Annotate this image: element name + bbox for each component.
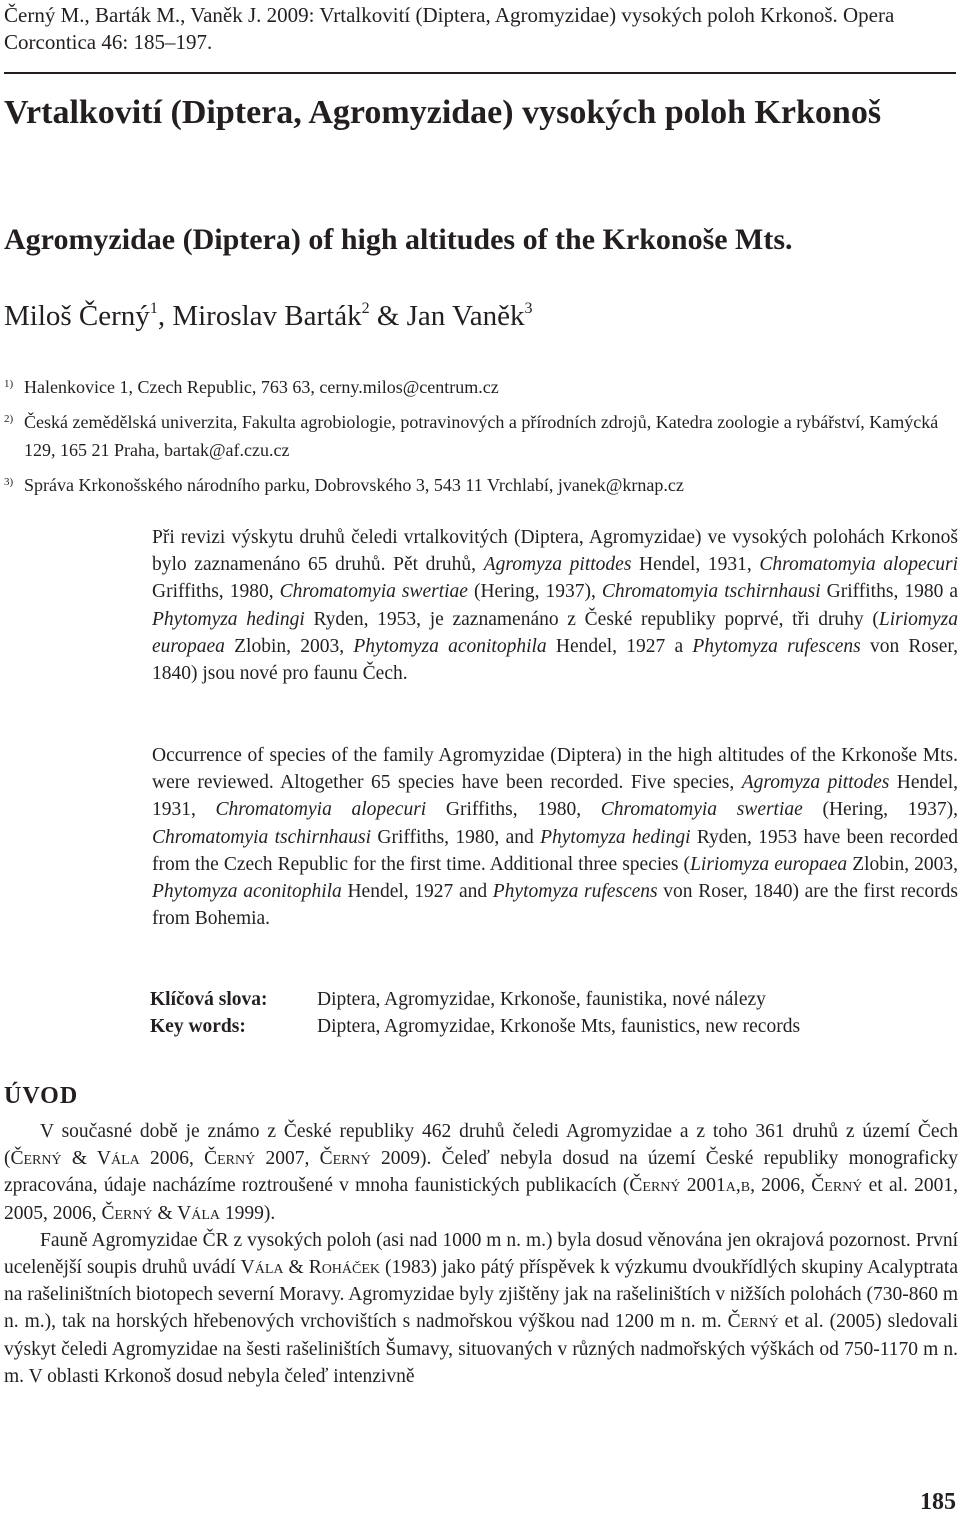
keywords-cz-label: Klíčová slova:: [150, 989, 268, 1010]
article-title-english: Agromyzidae (Diptera) of high altitudes of the Krkonoše Mts.: [4, 223, 793, 256]
citation-reference: Černý 2001a,b, 2006, Černý: [629, 1175, 863, 1197]
species-name: Agromyza pittodes: [483, 554, 632, 576]
citation-reference: Černý & Vála 2006, Černý 2007, Černý 2009: [10, 1148, 420, 1170]
affiliation-text: Správa Krkonošského národního parku, Dobrovského 3, 543 11 Vrchlabí, jvanek@krnap.cz: [24, 475, 684, 495]
affiliation-number: 2): [4, 413, 14, 425]
species-name: Agromyza pittodes: [741, 772, 890, 794]
affiliation-text: Halenkovice 1, Czech Republic, 763 63, cerny.milos@centrum.cz: [24, 377, 499, 397]
author-name: Miroslav Barták: [172, 300, 362, 332]
species-name: Chromatomyia swertiae: [600, 799, 803, 821]
species-name: Chromatomyia tschirnhausi: [152, 826, 372, 848]
keywords-cz-value: Diptera, Agromyzidae, Krkonoše, faunistika, nové nálezy: [317, 989, 766, 1010]
species-name: Liriomyza europaea: [690, 853, 848, 875]
affiliation: [4, 408, 954, 464]
page-number: 185: [920, 1489, 956, 1515]
citation-reference: Vála & Roháček (1983): [240, 1257, 438, 1279]
species-name: Phytomyza aconitophila: [353, 635, 547, 657]
species-name: Phytomyza hedingi: [540, 826, 691, 848]
author-separator: ,: [157, 300, 173, 332]
species-name: Phytomyza rufescens: [492, 881, 658, 903]
species-name: Chromatomyia tschirnhausi: [601, 581, 821, 603]
intro-paragraph: Fauně Agromyzidae ČR z vysokých poloh (asi nad 1000 m n. m.) byla dosud věnována jen okrajová pozornost. První ucelenější soupis druhů uvádí Vála & Roháček (1983) jako pátý příspěvek k výzkumu dvoukřídlých skupiny Acalyptrata na rašeliništních biotopech severní Moravy. Agromyzidae byly zjištěny jak na rašeliništích v nižších polohách (730-860 m n. m.), tak na horských hřebenových vrchovištích s nadmořskou výškou nad 1200 m n. m. Černý et al. (2005) sledovali výskyt čeledi Agromyzidae na šesti rašeliništích Šumavy, situovaných v různých nadmořských výškách od 750-1170 m n. m. V oblasti Krkonoš dosud nebyla čeleď intenzivně: [4, 1229, 958, 1387]
article-title: Vrtalkovití (Diptera, Agromyzidae) vysokých poloh Krkonoš: [4, 94, 882, 131]
abstract-english-text: Occurrence of species of the family Agromyzidae (Diptera) in the high altitudes of the Krkonoše Mts. were reviewed. Altogether 65 species have been recorded. Five species, Agromyza pittodes Hendel, 1931, Chromatomyia alopecuri Griffiths, 1980, Chromatomyia swertiae (Hering, 1937), Chromatomyia tschirnhausi Griffiths, 1980, and Phytomyza hedingi Ryden, 1953 have been recorded from the Czech Republic for the first time. Additional three species (Liriomyza europaea Zlobin, 2003, Phytomyza aconitophila Hendel, 1927 and Phytomyza rufescens von Roser, 1840) are the first records from Bohemia.: [152, 745, 959, 930]
author-list: [4, 298, 954, 334]
citation-reference: (2005): [829, 1311, 882, 1333]
species-name: Liriomyza europaea: [152, 608, 958, 657]
header-rule: [4, 72, 956, 74]
author-affiliation-mark: 2: [361, 300, 370, 317]
author-name: Miloš Černý: [4, 300, 150, 332]
intro-section: [4, 1118, 958, 1390]
citation: Černý M., Barták M., Vaněk J. 2009: Vrtalkovití (Diptera, Agromyzidae) vysokých poloh Krkonoš. Opera Corcontica 46: 185–197.: [4, 3, 895, 54]
species-name: Phytomyza hedingi: [152, 608, 305, 630]
species-name: Phytomyza aconitophila: [152, 881, 342, 903]
author-separator: &: [369, 300, 407, 332]
abstract-czech-text: Při revizi výskytu druhů čeledi vrtalkovitých (Diptera, Agromyzidae) ve vysokých polohách Krkonoš bylo zaznamenáno 65 druhů. Pět druhů, Agromyza pittodes Hendel, 1931, Chromatomyia alopecuri Griffiths, 1980, Chromatomyia swertiae (Hering, 1937), Chromatomyia tschirnhausi Griffiths, 1980 a Phytomyza hedingi Ryden, 1953, je zaznamenáno z České republiky poprvé, tři druhy (Liriomyza europaea Zlobin, 2003, Phytomyza aconitophila Hendel, 1927 a Phytomyza rufescens von Roser, 1840) jsou nové pro faunu Čech.: [152, 527, 959, 685]
citation-reference: 2001, 2005, 2006, Černý & Vála 1999: [4, 1175, 958, 1224]
species-name: Phytomyza rufescens: [692, 635, 861, 657]
author-name: Jan Vaněk: [406, 300, 525, 332]
keywords-en-label: Key words:: [150, 1016, 246, 1037]
author-affiliation-mark: 1: [149, 300, 158, 317]
affiliation-text: Česká zemědělská univerzita, Fakulta agrobiologie, potravinových a přírodních zdrojů, Katedra zoologie a rybářství, Kamýcká 129, 165 21 Praha, bartak@af.czu.cz: [24, 412, 939, 460]
author-affiliation-mark: 3: [524, 300, 533, 317]
abstract-english: [152, 742, 958, 932]
affiliation-number: 3): [4, 476, 14, 488]
affiliation: [4, 373, 954, 401]
species-name: Chromatomyia alopecuri: [759, 554, 959, 576]
species-name: Chromatomyia alopecuri: [215, 799, 427, 821]
keywords-en-value: Diptera, Agromyzidae, Krkonoše Mts, faunistics, new records: [317, 1016, 801, 1037]
intro-paragraph: V současné době je známo z České republiky 462 druhů čeledi Agromyzidae a z toho 361 druhů z území Čech (Černý & Vála 2006, Černý 2007, Černý 2009). Čeleď nebyla dosud na území České republiky monograficky zpracována, údaje nacházíme roztroušené v mnoha faunistických publikacích (Černý 2001a,b, 2006, Černý et al. 2001, 2005, 2006, Černý & Vála 1999).: [4, 1121, 958, 1224]
section-heading: ÚVOD: [4, 1083, 79, 1109]
abstract-czech: [152, 524, 958, 687]
affiliation: [4, 471, 954, 499]
affiliation-number: 1): [4, 378, 14, 390]
citation-reference: Černý: [727, 1311, 779, 1333]
species-name: Chromatomyia swertiae: [279, 581, 468, 603]
